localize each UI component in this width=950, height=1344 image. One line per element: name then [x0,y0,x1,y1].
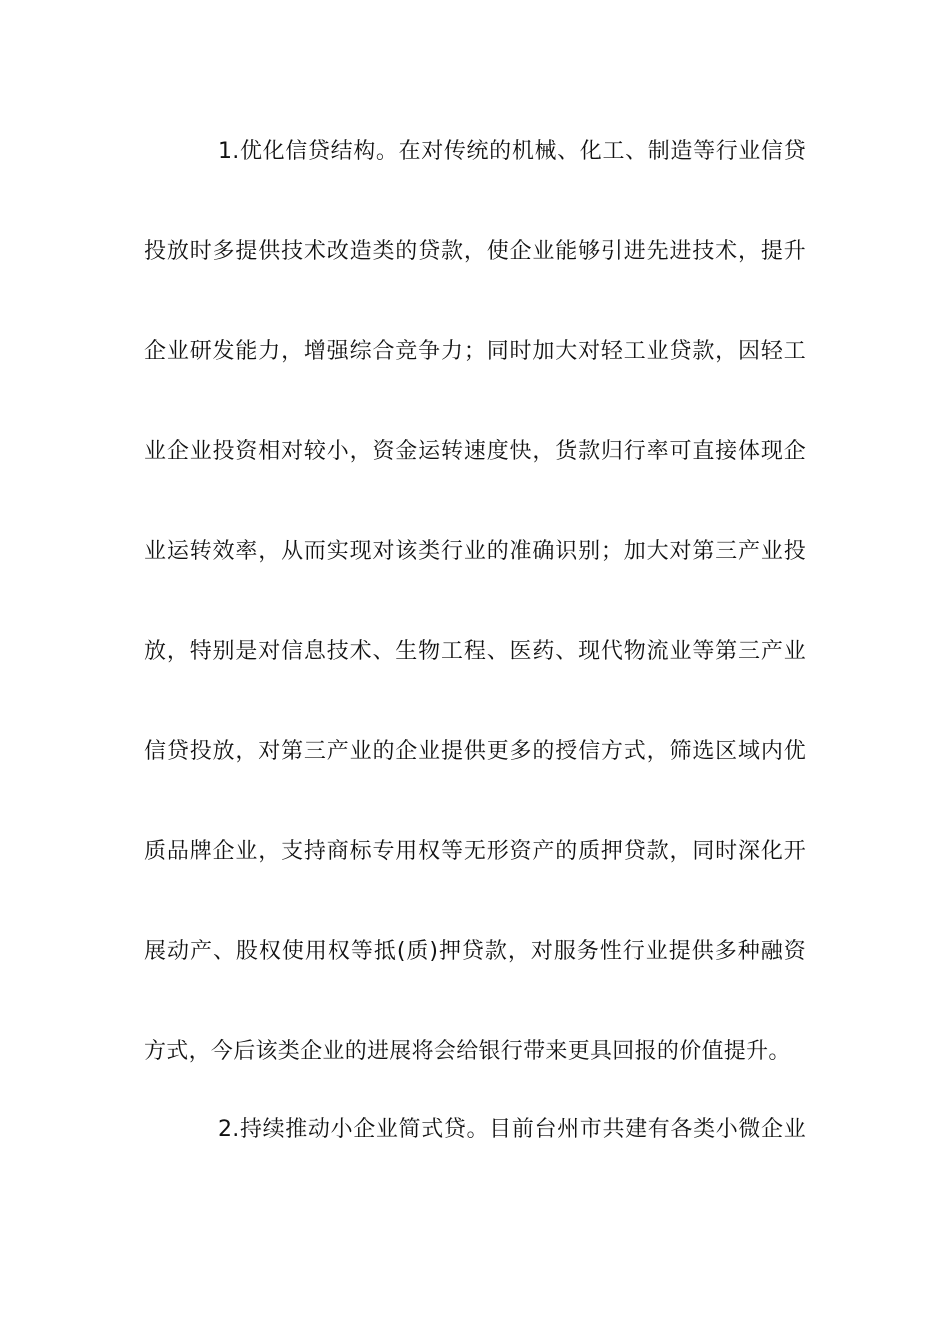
paragraph-1-line-5: 业运转效率，从而实现对该类行业的准确识别；加大对第三产业投 [144,539,806,564]
paragraph-1-line-2: 投放时多提供技术改造类的贷款，使企业能够引进先进技术，提升 [144,239,806,264]
paragraph-1-line-10: 方式，今后该类企业的进展将会给银行带来更具回报的价值提升。 [144,1039,791,1064]
paragraph-1-line-3: 企业研发能力，增强综合竞争力；同时加大对轻工业贷款，因轻工 [144,339,806,364]
paragraph-1-line-9: 展动产、股权使用权等抵(质)押贷款，对服务性行业提供多种融资 [144,939,806,964]
paragraph-1-line-1: 1.优化信贷结构。在对传统的机械、化工、制造等行业信贷 [218,139,806,164]
paragraph-1-line-6: 放，特别是对信息技术、生物工程、医药、现代物流业等第三产业 [144,639,806,664]
paragraph-1-line-4: 业企业投资相对较小，资金运转速度快，货款归行率可直接体现企 [144,439,806,464]
paragraph-2-line-1: 2.持续推动小企业简式贷。目前台州市共建有各类小微企业 [218,1117,806,1142]
paragraph-1-line-7: 信贷投放，对第三产业的企业提供更多的授信方式，筛选区域内优 [144,739,806,764]
paragraph-1-line-8: 质品牌企业，支持商标专用权等无形资产的质押贷款，同时深化开 [144,839,806,864]
